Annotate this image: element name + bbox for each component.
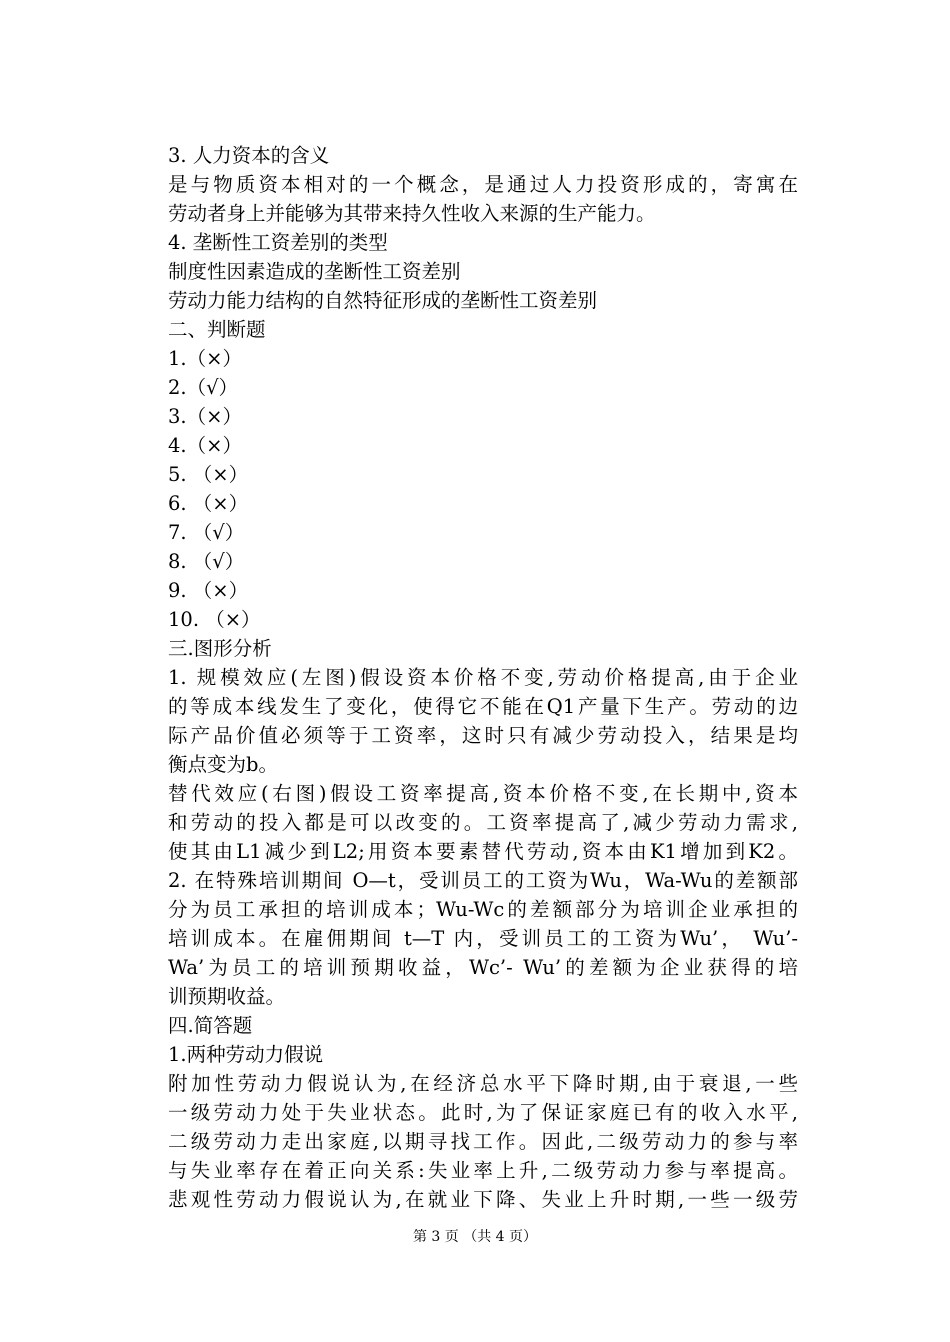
paragraph-line: 际产品价值必须等于工资率，这时只有减少劳动投入，结果是均: [168, 724, 798, 747]
section-heading: 三.图形分析: [168, 637, 272, 660]
section-heading: 4. 垄断性工资差别的类型: [168, 231, 388, 254]
answer-item: 10. （×）: [168, 608, 261, 631]
paragraph-line: 是与物质资本相对的一个概念，是通过人力投资形成的，寄寓在: [168, 173, 798, 196]
paragraph-line: 替代效应(右图)假设工资率提高,资本价格不变,在长期中,资本: [168, 782, 798, 805]
paragraph-line: 附加性劳动力假说认为,在经济总水平下降时期,由于衰退,一些: [168, 1072, 798, 1095]
paragraph-line: 的等成本线发生了变化，使得它不能在Q1产量下生产。劳动的边: [168, 695, 798, 718]
paragraph-line: 训预期收益。: [168, 985, 286, 1008]
paragraph-line: 分为员工承担的培训成本；Wu-Wc的差额部分为培训企业承担的: [168, 898, 798, 921]
answer-item: 5. （×）: [168, 463, 249, 486]
paragraph-line: 使其由L1减少到L2;用资本要素替代劳动,资本由K1增加到K2。: [168, 840, 798, 863]
paragraph-line: 劳动力能力结构的自然特征形成的垄断性工资差别: [168, 289, 598, 312]
paragraph-line: 一级劳动力处于失业状态。此时,为了保证家庭已有的收入水平,: [168, 1101, 798, 1124]
paragraph-line: 培训成本。在雇佣期间 t—T 内，受训员工的工资为Wu’， Wu’-: [168, 927, 798, 950]
paragraph-line: 2. 在特殊培训期间 O—t，受训员工的工资为Wu，Wa-Wu的差额部: [168, 869, 798, 892]
answer-item: 3.（×）: [168, 405, 242, 428]
section-heading: 四.简答题: [168, 1014, 253, 1037]
paragraph-line: 衡点变为b。: [168, 753, 278, 776]
answer-item: 7. （√）: [168, 521, 245, 544]
answer-item: 4.（×）: [168, 434, 242, 457]
page-body: [168, 141, 798, 1214]
section-heading: 3. 人力资本的含义: [168, 144, 330, 167]
paragraph-line: 和劳动的投入都是可以改变的。工资率提高了,减少劳动力需求,: [168, 811, 798, 834]
paragraph-line: 与失业率存在着正向关系:失业率上升,二级劳动力参与率提高。: [168, 1159, 798, 1182]
paragraph-line: 制度性因素造成的垄断性工资差别: [168, 260, 461, 283]
page-number-footer: 第 3 页 （共 4 页）: [412, 1229, 538, 1245]
paragraph-line: 二级劳动力走出家庭,以期寻找工作。因此,二级劳动力的参与率: [168, 1130, 798, 1153]
answer-item: 8. （√）: [168, 550, 245, 573]
answer-item: 6. （×）: [168, 492, 249, 515]
section-heading: 1.两种劳动力假说: [168, 1043, 324, 1066]
paragraph-line: 1. 规模效应(左图)假设资本价格不变,劳动价格提高,由于企业: [168, 666, 798, 689]
paragraph-line: Wa’为员工的培训预期收益，Wc’- Wu’的差额为企业获得的培: [168, 956, 798, 979]
paragraph-line: 劳动者身上并能够为其带来持久性收入来源的生产能力。: [168, 202, 656, 225]
paragraph-line: 悲观性劳动力假说认为,在就业下降、失业上升时期,一些一级劳: [168, 1188, 798, 1211]
answer-item: 2.（√）: [168, 376, 239, 399]
answer-item: 1.（×）: [168, 347, 242, 370]
answer-item: 9. （×）: [168, 579, 249, 602]
section-heading: 二、判断题: [168, 318, 266, 341]
